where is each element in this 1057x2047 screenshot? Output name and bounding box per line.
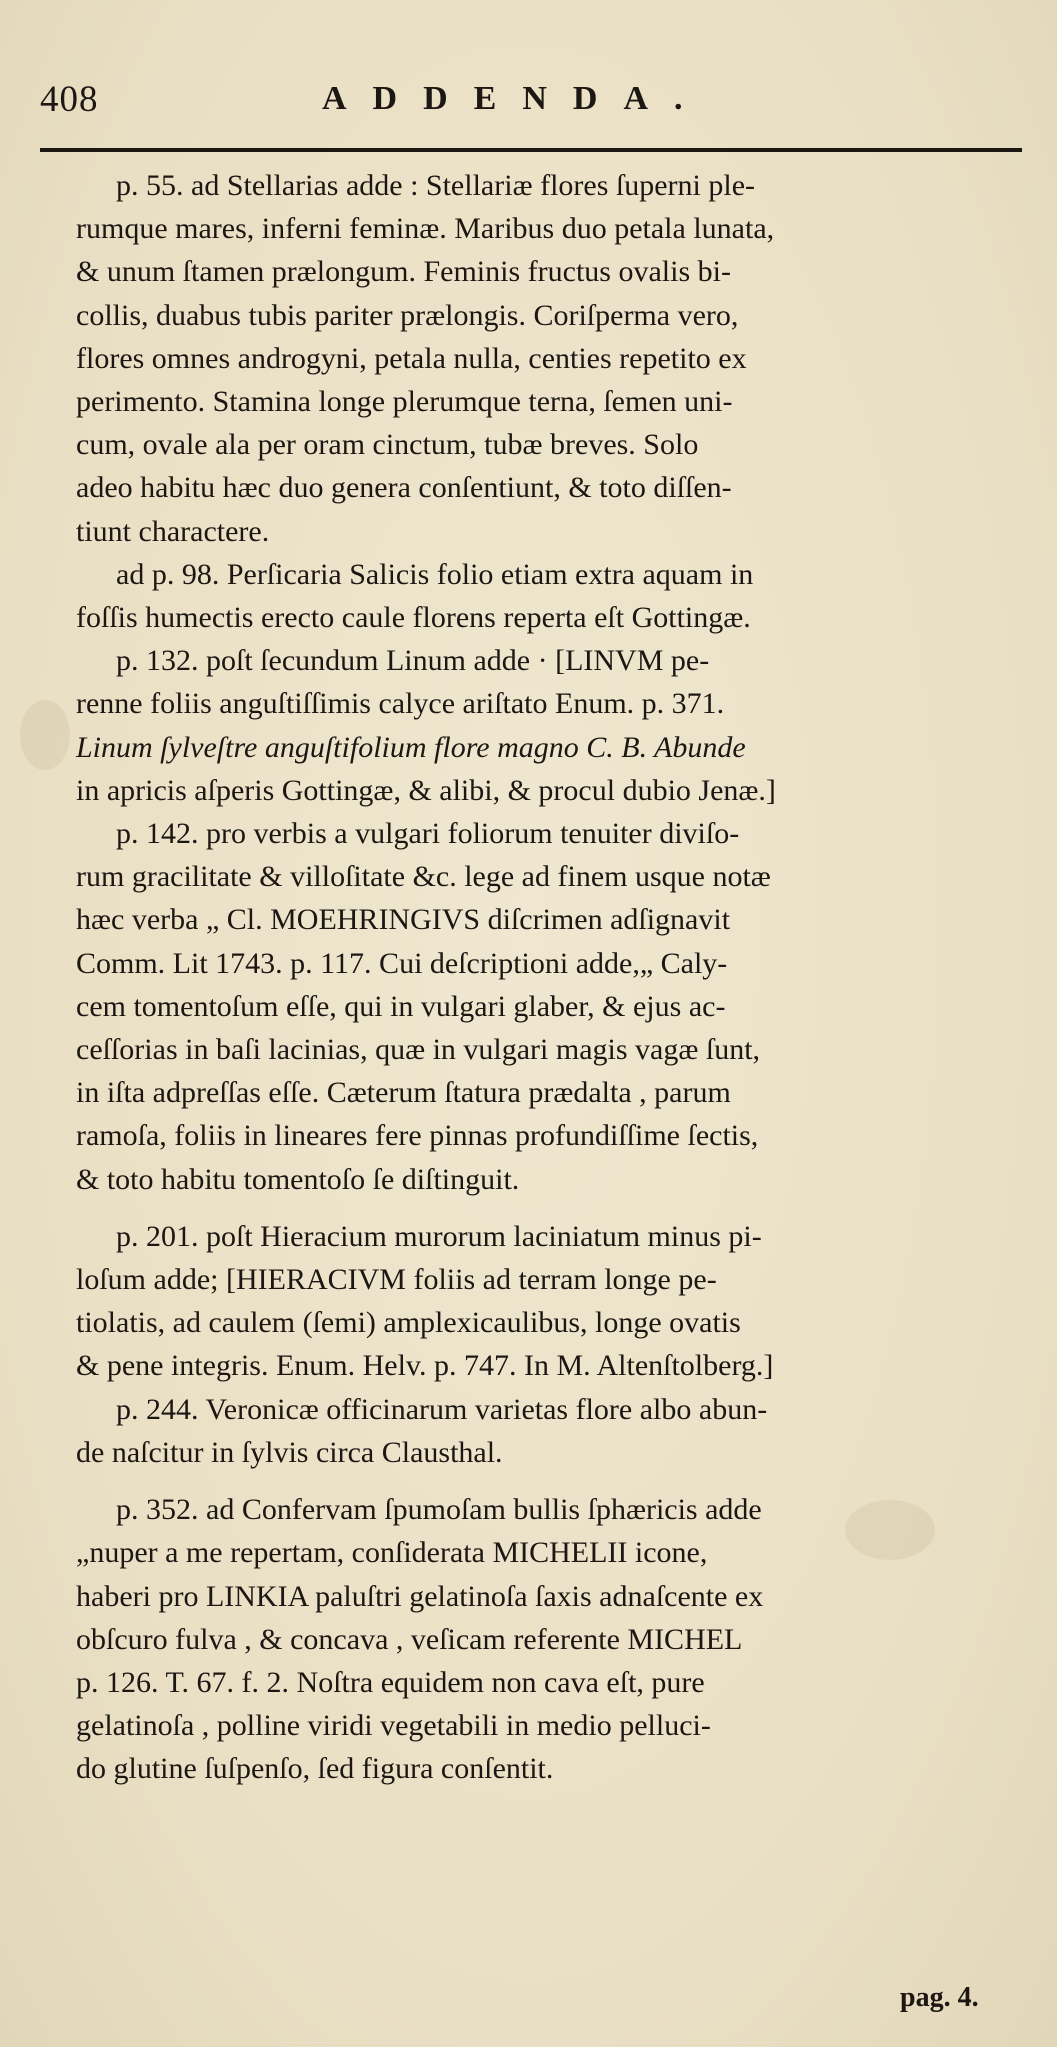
text-line: p. 142. pro verbis a vulgari foliorum tenuiter diviſo- [116, 817, 740, 851]
text-line: p. 55. ad Stellarias adde : Stellariæ flores ſuperni ple- [116, 169, 755, 202]
text-line: haberi pro LINKIA paluſtri gelatinoſa ſaxis adnaſcente ex [76, 1579, 764, 1613]
text-line: do glutine ſuſpenſo, ſed figura conſentit. [76, 1752, 554, 1786]
text-line: & toto habitu tomentoſo ſe diſtinguit. [76, 1162, 520, 1196]
text-line: tiolatis, ad caulem (ſemi) amplexicaulibus, longe ovatis [76, 1306, 741, 1340]
text-line: loſum adde; [HIERACIVM foliis ad terram longe pe- [76, 1263, 717, 1297]
page-header [40, 78, 1000, 128]
paragraph-linum [76, 639, 1036, 812]
text-line: ceſſorias in baſi lacinias, quæ in vulgari magis vagæ ſunt, [76, 1033, 761, 1067]
text-line: & unum ſtamen prælongum. Feminis fructus ovalis bi- [76, 255, 731, 289]
text-line: tiunt charactere. [76, 514, 270, 548]
text-line: cem tomentoſum eſſe, qui in vulgari glaber, & ejus ac- [76, 989, 726, 1023]
paragraph-conferva [76, 1488, 1036, 1790]
paragraph-stellarias [76, 164, 1036, 553]
text-line: ramoſa, foliis in lineares fere pinnas profundiſſime ſectis, [76, 1119, 759, 1153]
text-line: & pene integris. Enum. Helv. p. 747. In M. Altenſtolberg.] [76, 1349, 774, 1383]
text-line: perimento. Stamina longe plerumque terna, ſemen uni- [76, 385, 733, 419]
catchword: pag. 4. [900, 1982, 979, 2013]
paragraph-persicaria [76, 553, 1036, 639]
text-line: foſſis humectis erecto caule florens reperta eſt Gottingæ. [76, 601, 751, 635]
text-line: p. 201. poſt Hieracium murorum laciniatum minus pi- [116, 1219, 762, 1253]
text-line: collis, duabus tubis pariter prælongis. Coriſperma vero, [76, 298, 739, 332]
text-line: in apricis aſperis Gottingæ, & alibi, & procul dubio Jenæ.] [76, 773, 776, 807]
paper-stain [20, 700, 70, 770]
page-number: 408 [40, 79, 99, 120]
text-line: „nuper a me repertam, conſiderata MICHELII icone, [76, 1536, 708, 1570]
text-line: rumque mares, inferni feminæ. Maribus duo petala lunata, [76, 212, 775, 246]
text-line: hæc verba „ Cl. MOEHRINGIVS diſcrimen adſignavit [76, 903, 731, 937]
text-line: renne foliis anguſtiſſimis calyce ariſtato Enum. p. 371. [76, 687, 725, 721]
text-line: flores omnes androgyni, petala nulla, centies repetito ex [76, 341, 747, 375]
text-line: cum, ovale ala per oram cinctum, tubæ breves. Solo [76, 428, 699, 462]
header-rule [40, 148, 1022, 152]
paragraph-p142 [76, 812, 1036, 1201]
paragraph-hieracium [76, 1215, 1036, 1388]
text-line: gelatinoſa , polline viridi vegetabili in medio pelluci- [76, 1709, 711, 1743]
text-line: in iſta adpreſſas eſſe. Cæterum ſtatura prædalta , parum [76, 1076, 731, 1110]
text-line: p. 126. T. 67. f. 2. Noſtra equidem non cava eſt, pure [76, 1665, 705, 1699]
paragraph-veronica [76, 1388, 1036, 1474]
text-line: p. 244. Veronicæ officinarum varietas flore albo abun- [116, 1392, 768, 1426]
text-line: rum gracilitate & villoſitate &c. lege ad finem usque notæ [76, 860, 771, 894]
running-head: ADDENDA. [322, 80, 709, 117]
text-line: p. 132. poſt ſecundum Linum adde · [LINVM pe- [116, 644, 710, 678]
text-line: de naſcitur in ſylvis circa Clausthal. [76, 1435, 503, 1469]
text-line: Comm. Lit 1743. p. 117. Cui deſcriptioni adde,„ Caly- [76, 946, 728, 980]
text-line: adeo habitu hæc duo genera conſentiunt, & toto diſſen- [76, 471, 732, 505]
text-line: Linum ſylveſtre anguſtifolium flore magno C. B. Abunde [76, 730, 746, 764]
text-line: p. 352. ad Confervam ſpumoſam bullis ſphæricis adde [116, 1493, 762, 1527]
text-line: obſcuro fulva , & concava , veſicam referente MICHEL [76, 1622, 743, 1656]
text-line: ad p. 98. Perſicaria Salicis folio etiam extra aquam in [116, 557, 754, 591]
body-text [76, 164, 1036, 1791]
